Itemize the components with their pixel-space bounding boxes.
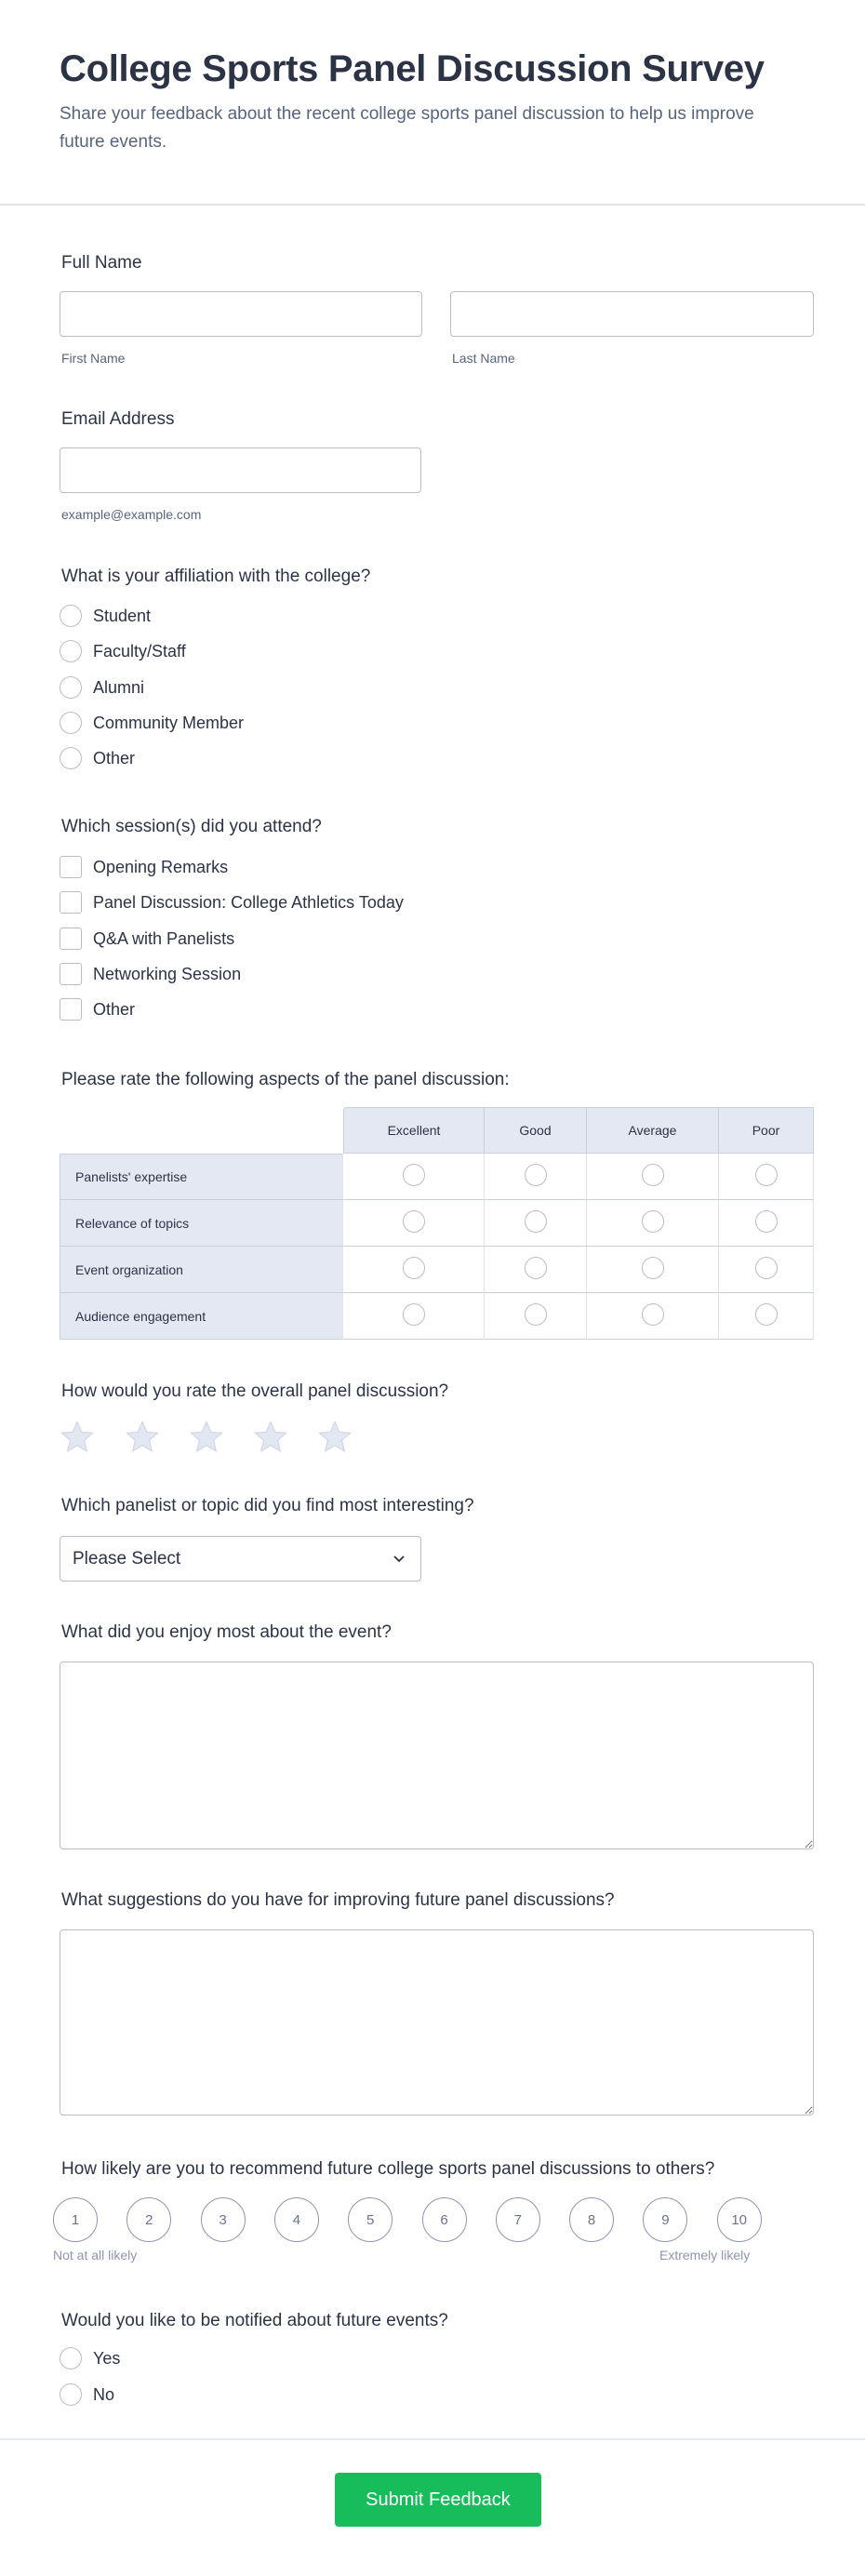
option-label: Yes — [93, 2348, 121, 2368]
matrix-radio[interactable] — [403, 1303, 425, 1326]
enjoy-textarea[interactable] — [60, 1662, 814, 1849]
matrix-radio[interactable] — [755, 1303, 778, 1326]
panelist-label: Which panelist or topic did you find most interesting? — [61, 1496, 474, 1515]
matrix-row — [60, 1200, 814, 1247]
matrix-radio[interactable] — [403, 1164, 425, 1186]
session-option[interactable] — [60, 996, 135, 1022]
nps-option-3[interactable]: 3 — [201, 2197, 246, 2242]
option-label: Student — [93, 606, 152, 625]
first-name-input[interactable] — [60, 291, 422, 337]
radio-button[interactable] — [60, 2383, 82, 2406]
nps-option-5[interactable]: 5 — [348, 2197, 393, 2242]
nps-option-2[interactable]: 2 — [126, 2197, 171, 2242]
matrix-column-header: Good — [485, 1107, 587, 1154]
option-label: Community Member — [93, 713, 245, 732]
star-icon[interactable] — [124, 1419, 161, 1456]
matrix-radio[interactable] — [755, 1210, 778, 1233]
matrix-radio[interactable] — [525, 1257, 547, 1279]
star-icon[interactable] — [252, 1419, 289, 1456]
email-label: Email Address — [61, 409, 175, 429]
option-label: Panel Discussion: College Athletics Today — [93, 892, 404, 912]
first-name-sublabel: First Name — [61, 351, 126, 366]
affiliation-option[interactable] — [60, 603, 151, 629]
radio-button[interactable] — [60, 712, 82, 734]
panelist-dropdown[interactable] — [60, 1536, 421, 1582]
session-option[interactable] — [60, 961, 241, 987]
option-label: Networking Session — [93, 964, 242, 983]
checkbox[interactable] — [60, 856, 82, 878]
matrix-radio[interactable] — [642, 1257, 664, 1279]
matrix-radio[interactable] — [525, 1164, 547, 1186]
affiliation-option[interactable] — [60, 674, 144, 701]
affiliation-option[interactable] — [60, 710, 244, 736]
notify-label: Would you like to be notified about future events? — [61, 2311, 448, 2330]
footer-divider — [0, 2438, 865, 2440]
nps-high-label: Extremely likely — [659, 2248, 751, 2262]
affiliation-label: What is your affiliation with the college? — [61, 567, 371, 586]
submit-button[interactable]: Submit Feedback — [335, 2473, 541, 2527]
option-label: Other — [93, 748, 136, 767]
matrix-radio[interactable] — [403, 1210, 425, 1233]
matrix-row-label: Event organization — [60, 1247, 343, 1293]
matrix-radio[interactable] — [525, 1303, 547, 1326]
session-option[interactable] — [60, 926, 234, 952]
nps-option-4[interactable]: 4 — [274, 2197, 319, 2242]
radio-button[interactable] — [60, 640, 82, 662]
radio-button[interactable] — [60, 747, 82, 769]
sessions-label: Which session(s) did you attend? — [61, 817, 322, 836]
matrix-label: Please rate the following aspects of the panel discussion: — [61, 1070, 510, 1089]
matrix-column-header: Average — [587, 1107, 719, 1154]
email-sublabel: example@example.com — [61, 507, 202, 522]
session-option[interactable] — [60, 854, 228, 880]
matrix-radio[interactable] — [642, 1303, 664, 1326]
nps-option-8[interactable]: 8 — [569, 2197, 614, 2242]
session-option[interactable] — [60, 889, 404, 915]
matrix-row — [60, 1154, 814, 1200]
matrix-row — [60, 1247, 814, 1293]
option-label: Other — [93, 999, 136, 1019]
radio-button[interactable] — [60, 676, 82, 699]
option-label: Opening Remarks — [93, 857, 229, 876]
matrix-row — [60, 1293, 814, 1340]
nps-option-9[interactable]: 9 — [643, 2197, 687, 2242]
option-label: Alumni — [93, 677, 145, 697]
star-icon[interactable] — [188, 1419, 225, 1456]
chevron-down-icon — [391, 1550, 407, 1567]
radio-button[interactable] — [60, 605, 82, 627]
checkbox[interactable] — [60, 891, 82, 914]
full-name-label: Full Name — [61, 253, 142, 273]
option-label: No — [93, 2384, 115, 2404]
option-label: Faculty/Staff — [93, 641, 186, 661]
notify-option-yes[interactable] — [60, 2345, 120, 2371]
nps-low-label: Not at all likely — [53, 2248, 138, 2262]
matrix-row-label: Audience engagement — [60, 1293, 343, 1340]
matrix-radio[interactable] — [642, 1210, 664, 1233]
matrix-row-label: Panelists' expertise — [60, 1154, 343, 1200]
nps-option-10[interactable]: 10 — [717, 2197, 762, 2242]
matrix-corner — [60, 1107, 343, 1154]
suggestions-label: What suggestions do you have for improving future panel discussions? — [61, 1890, 615, 1910]
last-name-sublabel: Last Name — [452, 351, 515, 366]
affiliation-option[interactable] — [60, 638, 186, 664]
radio-button[interactable] — [60, 2347, 82, 2369]
rating-matrix — [60, 1107, 814, 1340]
matrix-row-label: Relevance of topics — [60, 1200, 343, 1247]
matrix-column-header: Poor — [719, 1107, 814, 1154]
nps-option-6[interactable]: 6 — [422, 2197, 467, 2242]
header-divider — [0, 204, 865, 206]
matrix-radio[interactable] — [525, 1210, 547, 1233]
matrix-radio[interactable] — [755, 1164, 778, 1186]
affiliation-option[interactable] — [60, 745, 135, 771]
star-icon[interactable] — [59, 1419, 96, 1456]
star-icon[interactable] — [316, 1419, 353, 1456]
email-input[interactable] — [60, 447, 421, 493]
suggestions-textarea[interactable] — [60, 1929, 814, 2116]
nps-option-1[interactable]: 1 — [53, 2197, 98, 2242]
matrix-column-header: Excellent — [343, 1107, 485, 1154]
page-description: Share your feedback about the recent college sports panel discussion to help us improve future events. — [60, 104, 754, 152]
matrix-radio[interactable] — [403, 1257, 425, 1279]
matrix-radio[interactable] — [755, 1257, 778, 1279]
checkbox[interactable] — [60, 963, 82, 985]
last-name-input[interactable] — [450, 291, 814, 337]
option-label: Q&A with Panelists — [93, 928, 235, 948]
checkbox[interactable] — [60, 928, 82, 950]
dropdown-value: Please Select — [73, 1548, 181, 1568]
checkbox[interactable] — [60, 998, 82, 1021]
nps-label: How likely are you to recommend future college sports panel discussions to others? — [61, 2159, 715, 2179]
notify-option-no[interactable] — [60, 2382, 114, 2408]
enjoy-label: What did you enjoy most about the event? — [61, 1622, 392, 1642]
nps-option-7[interactable]: 7 — [496, 2197, 540, 2242]
matrix-radio[interactable] — [642, 1164, 664, 1186]
page-title: College Sports Panel Discussion Survey — [60, 48, 765, 89]
star-rating-label: How would you rate the overall panel discussion? — [61, 1381, 449, 1401]
